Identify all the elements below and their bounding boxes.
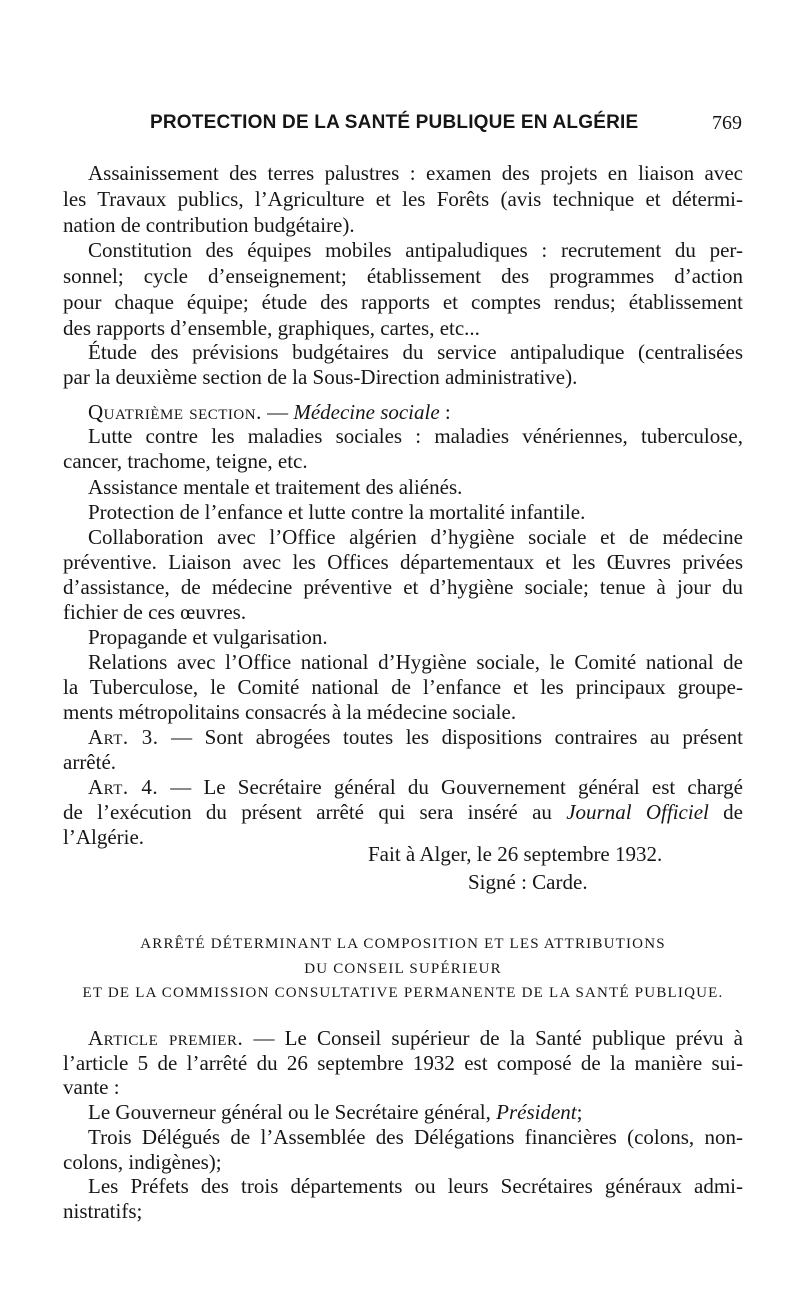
text-line: sonnel; cycle d’enseignement; établissement des programmes d’action <box>63 264 743 288</box>
text-line: arrêté. <box>63 750 117 774</box>
signature <box>468 869 588 895</box>
text-line: préventive. Liaison avec les Offices départementaux et les Œuvres privées <box>63 550 743 574</box>
place-date: Fait à Alger, le 26 septembre 1932. <box>368 842 663 866</box>
text-line: nistratifs; <box>63 1199 143 1223</box>
text-line: colons, indigènes); <box>63 1150 222 1174</box>
text-line: nation de contribution budgétaire). <box>63 213 355 237</box>
text-line: Lutte contre les maladies sociales : maladies vénériennes, tuberculose, <box>88 424 743 448</box>
text-line: Les Préfets des trois départements ou leurs Secrétaires généraux admi- <box>88 1174 743 1198</box>
article-3-line <box>88 724 743 750</box>
article-4-line-2 <box>63 799 743 825</box>
signer-name: Carde. <box>532 870 588 894</box>
text-line: Relations avec l’Office national d’Hygiène sociale, le Comité national de <box>88 650 743 674</box>
text-line: l’Algérie. <box>63 825 145 849</box>
section-colon: : <box>439 400 451 424</box>
member-1-text: Le Gouverneur général ou le Secrétaire général, <box>88 1100 497 1124</box>
member-1-end: ; <box>576 1100 583 1124</box>
text-line: vante : <box>63 1075 120 1099</box>
text-line: les Travaux publics, l’Agriculture et les Forêts (avis technique et détermi- <box>63 187 743 211</box>
text-line: fichier de ces œuvres. <box>63 600 247 624</box>
journal-officiel: Journal Officiel <box>566 800 709 824</box>
article-1-text: — Le Conseil supérieur de la Santé publique prévu à <box>243 1026 743 1050</box>
article-4-text-2: de l’exécution du présent arrêté qui sera inséré au <box>63 800 552 824</box>
text-line: Protection de l’enfance et lutte contre la mortalité infantile. <box>88 500 586 524</box>
section-title: Médecine sociale <box>293 400 440 424</box>
text-line: la Tuberculose, le Comité national de l’enfance et les principaux groupe- <box>63 675 743 699</box>
article-3-text: — Sont abrogées toutes les dispositions contraires au présent <box>158 725 743 749</box>
text-line: des rapports d’ensemble, graphiques, cartes, etc... <box>63 316 480 340</box>
article-1-line <box>88 1025 743 1051</box>
article-3-label: Art. 3. <box>88 725 159 749</box>
text-line: l’article 5 de l’arrêté du 26 septembre 1932 est composé de la manière sui- <box>63 1051 743 1075</box>
text-line: pour chaque équipe; étude des rapports et comptes rendus; établissement <box>63 290 743 314</box>
section-dash: — <box>261 400 294 424</box>
article-4-text: — Le Secrétaire général du Gouvernement général est chargé <box>158 775 743 799</box>
running-title: PROTECTION DE LA SANTÉ PUBLIQUE EN ALGÉRIE <box>150 112 639 133</box>
text-line: ments métropolitains consacrés à la médecine sociale. <box>63 700 517 724</box>
text-line: par la deuxième section de la Sous-Direction administrative). <box>63 365 578 389</box>
decree-title-line-3: ET DE LA COMMISSION CONSULTATIVE PERMANENTE DE LA SANTÉ PUBLIQUE. <box>82 985 724 1001</box>
article-1-label: Article premier. <box>88 1026 244 1050</box>
article-4-text-2-end: de <box>708 800 744 824</box>
decree-title-line-1: ARRÊTÉ DÉTERMINANT LA COMPOSITION ET LES ATTRIBUTIONS <box>140 936 666 952</box>
text-line: Trois Délégués de l’Assemblée des Délégations financières (colons, non- <box>88 1125 743 1149</box>
text-line: cancer, trachome, teigne, etc. <box>63 449 308 473</box>
page-number: 769 <box>712 112 742 134</box>
text-line: Collaboration avec l’Office algérien d’hygiène sociale et de médecine <box>88 525 743 549</box>
section-label: Quatrième section. <box>88 400 262 424</box>
text-line: Assistance mentale et traitement des aliénés. <box>88 475 463 499</box>
president-role: Président <box>496 1100 577 1124</box>
text-line: Assainissement des terres palustres : examen des projets en liaison avec <box>88 161 743 185</box>
signed-label: Signé : <box>468 870 533 894</box>
article-4-label: Art. 4. <box>88 775 159 799</box>
section-heading <box>88 399 743 425</box>
decree-title-line-2: DU CONSEIL SUPÉRIEUR <box>304 961 502 977</box>
text-line: d’assistance, de médecine préventive et d’hygiène sociale; tenue à jour du <box>63 575 743 599</box>
text-line: Étude des prévisions budgétaires du service antipaludique (centralisées <box>88 340 743 364</box>
text-line: Propagande et vulgarisation. <box>88 625 328 649</box>
text-line: Constitution des équipes mobiles antipaludiques : recrutement du per- <box>88 238 743 262</box>
member-line <box>88 1099 743 1125</box>
article-4-line <box>88 774 743 800</box>
running-header <box>150 112 746 142</box>
